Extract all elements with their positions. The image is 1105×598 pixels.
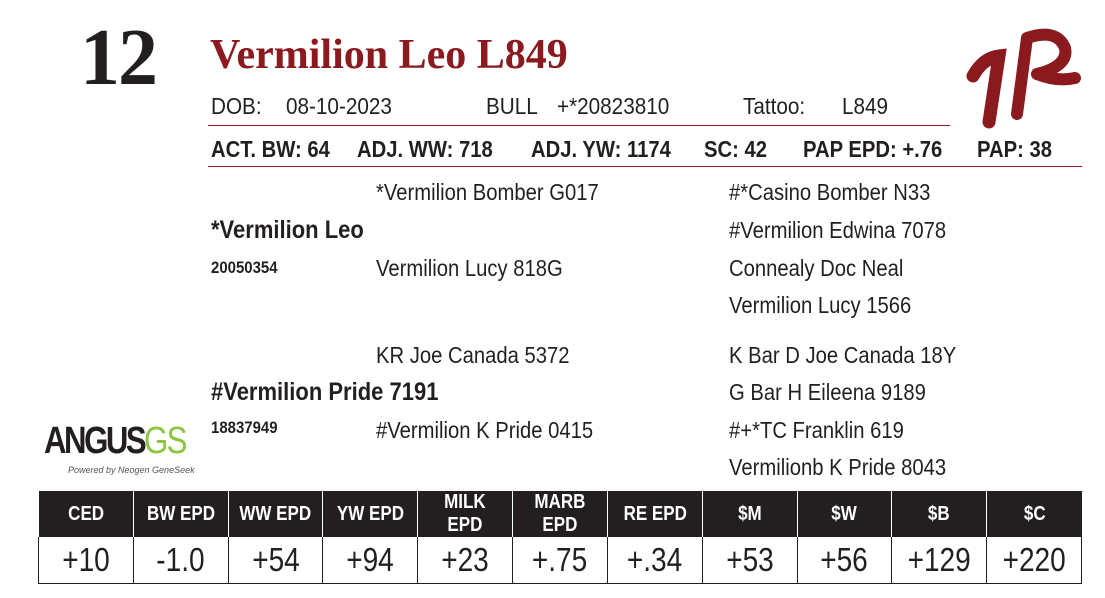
info-divider [208,125,950,126]
dam-registration: 18837949 [211,418,278,437]
logo-tagline: Powered by Neogen GeneSeek [68,465,195,475]
epd-header-ww: WW EPD [228,491,323,537]
epd-value-marb: +.75 [513,537,608,584]
epd-header-b-index: $B [892,491,987,537]
angus-logo-text: ANGUS [44,420,145,462]
tattoo-value: L849 [842,93,889,119]
dam-dam-sire: #+*TC Franklin 619 [729,417,904,443]
animal-name: Vermilion Leo L849 [210,32,568,78]
sire-sire-dam: #Vermilion Edwina 7078 [729,217,947,243]
epd-value-ced: +10 [39,537,134,584]
epd-header-yw: YW EPD [323,491,418,537]
epd-value-w-index: +56 [797,537,892,584]
epd-header-marb: MARB EPD [513,491,608,537]
dam-sire: KR Joe Canada 5372 [376,342,570,368]
stats-divider [208,166,1082,167]
actual-birth-weight: ACT. BW: 64 [211,136,330,162]
epd-header-row [39,491,1082,537]
dam-sire-sire: K Bar D Joe Canada 18Y [729,342,957,368]
tattoo-label: Tattoo: [743,93,806,119]
adjusted-weaning-weight: ADJ. WW: 718 [357,136,493,162]
epd-table [38,491,1082,584]
dob-label: DOB: [211,93,262,119]
sire-sire: *Vermilion Bomber G017 [376,179,599,205]
sex-value: BULL [486,93,538,119]
epd-value-yw: +94 [323,537,418,584]
epd-header-w-index: $W [797,491,892,537]
epd-header-m-index: $M [702,491,797,537]
angus-gs-logo [44,420,195,463]
epd-header-c-index: $C [987,491,1082,537]
epd-header-milk: MILK EPD [418,491,513,537]
gs-logo-text: GS [144,420,186,462]
epd-value-c-index: +220 [987,537,1082,584]
epd-value-bw: -1.0 [133,537,228,584]
dam-sire-dam: G Bar H Eileena 9189 [729,379,926,405]
sire-sire-sire: #*Casino Bomber N33 [729,179,931,205]
ranch-brand-logo [965,18,1085,133]
epd-value-row [39,537,1082,584]
dam-dam: #Vermilion K Pride 0415 [376,417,594,443]
sire-dam-dam: Vermilion Lucy 1566 [729,292,912,318]
epd-value-milk: +23 [418,537,513,584]
pap-value: PAP: 38 [977,136,1052,162]
epd-header-re: RE EPD [607,491,702,537]
epd-header-ced: CED [39,491,134,537]
sire-dam: Vermilion Lucy 818G [376,255,563,281]
scrotal-circumference: SC: 42 [704,136,768,162]
sire-registration: 20050354 [211,258,278,277]
pap-epd: PAP EPD: +.76 [803,136,943,162]
epd-value-ww: +54 [228,537,323,584]
dob-value: 08-10-2023 [286,93,392,119]
sire-dam-sire: Connealy Doc Neal [729,255,904,281]
epd-value-b-index: +129 [892,537,987,584]
lot-number: 12 [80,14,156,102]
epd-value-m-index: +53 [702,537,797,584]
dam-dam-dam: Vermilionb K Pride 8043 [729,454,947,480]
sire-name: *Vermilion Leo [211,216,364,244]
registration-number: +*20823810 [557,93,670,119]
dam-name: #Vermilion Pride 7191 [211,378,439,406]
epd-value-re: +.34 [607,537,702,584]
adjusted-yearling-weight: ADJ. YW: 1174 [531,136,671,162]
epd-header-bw: BW EPD [133,491,228,537]
